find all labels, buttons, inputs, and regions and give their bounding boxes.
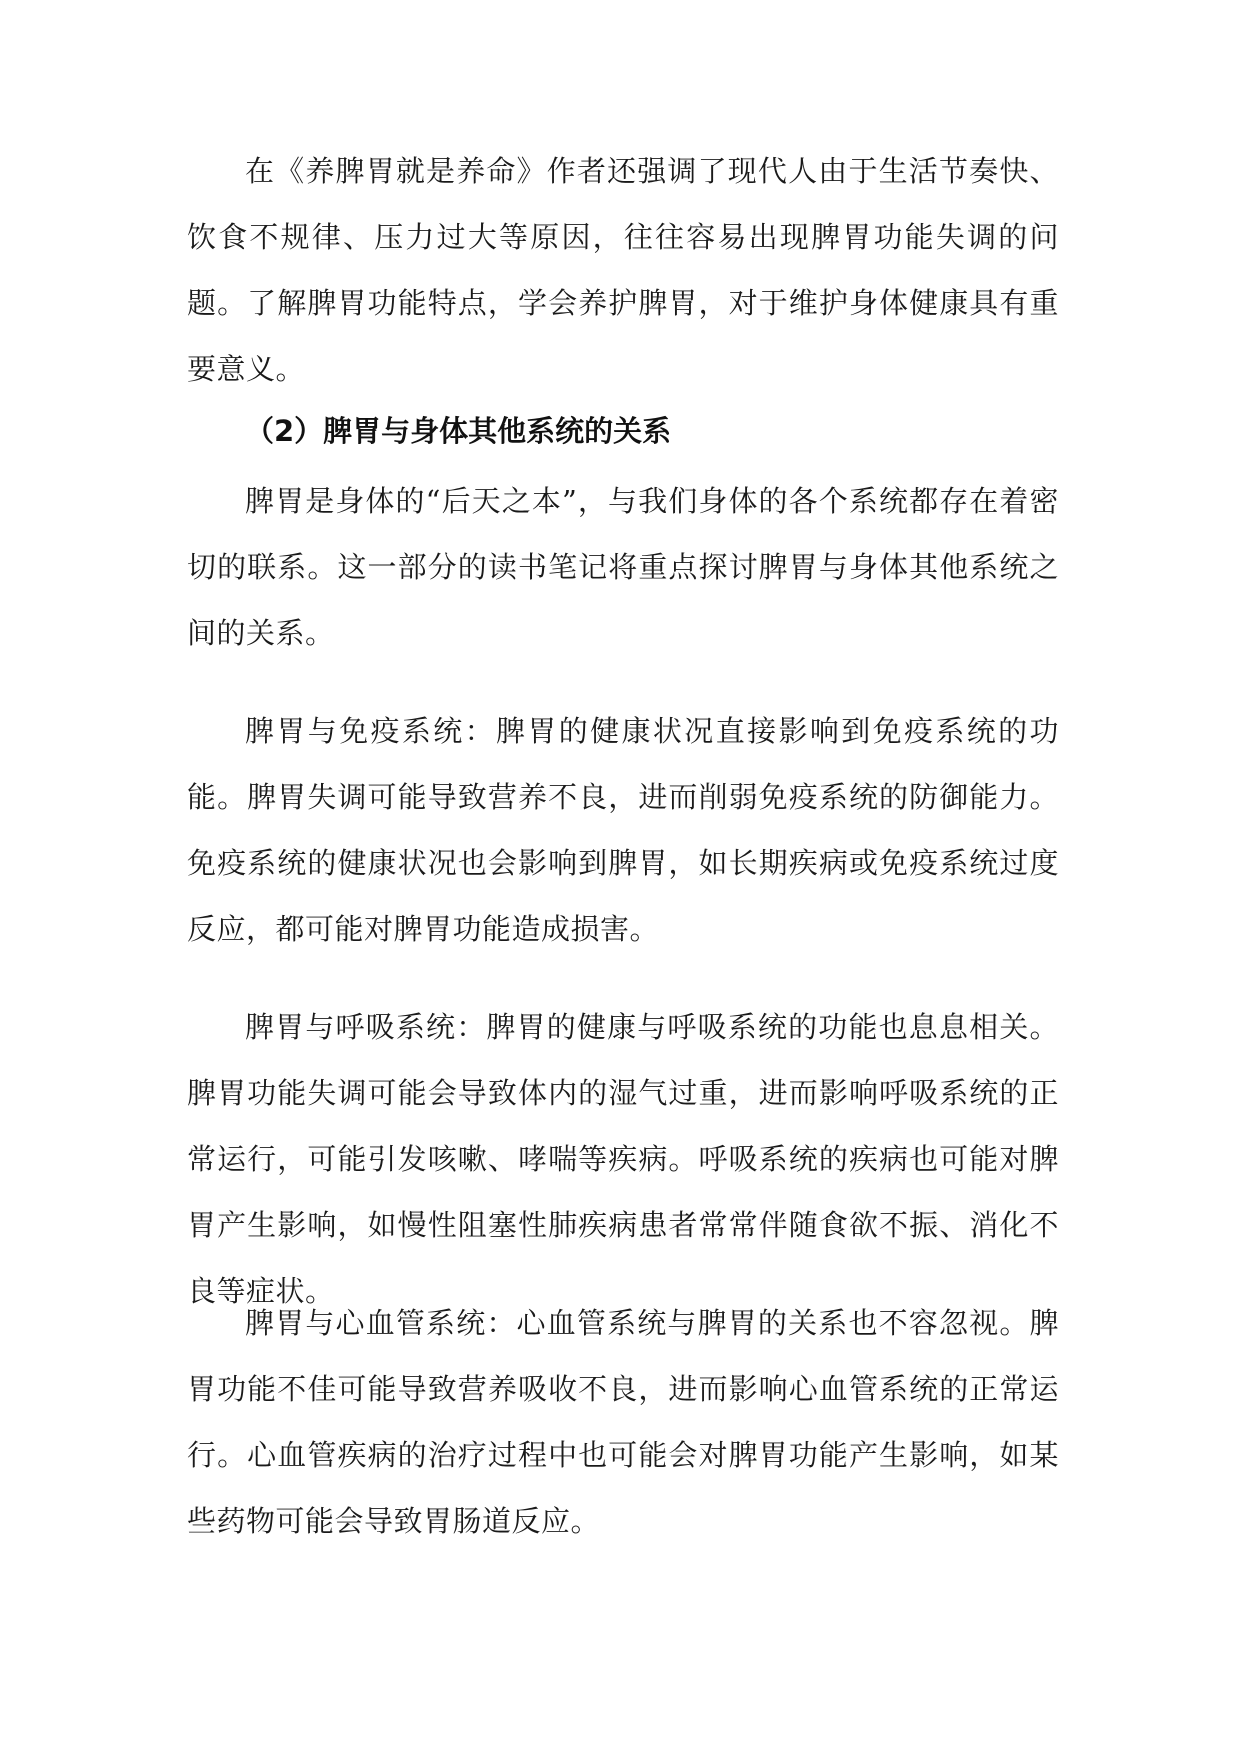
paragraph-overview <box>187 468 1059 666</box>
paragraph-immune-system <box>187 698 1059 962</box>
paragraph-cardio-text: 脾胃与心血管系统：心血管系统与脾胃的关系也不容忽视。脾胃功能不佳可能导致营养吸收不良，进而影响心血管系统的正常运行。心血管疾病的治疗过程中也可能会对脾胃功能产生影响，如某些药物可能会导致胃肠道反应。 <box>187 1306 1059 1538</box>
paragraph-respiratory-system <box>187 994 1059 1324</box>
paragraph-intro-text: 在《养脾胃就是养命》作者还强调了现代人由于生活节奏快、饮食不规律、压力过大等原因，往往容易出现脾胃功能失调的问题。了解脾胃功能特点，学会养护脾胃，对于维护身体健康具有重要意义。 <box>187 154 1059 386</box>
paragraph-intro <box>187 138 1059 402</box>
paragraph-overview-text: 脾胃是身体的“后天之本”，与我们身体的各个系统都存在着密切的联系。这一部分的读书笔记将重点探讨脾胃与身体其他系统之间的关系。 <box>187 484 1059 650</box>
section-heading: （2）脾胃与身体其他系统的关系 <box>245 414 672 448</box>
paragraph-respiratory-text: 脾胃与呼吸系统：脾胃的健康与呼吸系统的功能也息息相关。脾胃功能失调可能会导致体内的湿气过重，进而影响呼吸系统的正常运行，可能引发咳嗽、哮喘等疾病。呼吸系统的疾病也可能对脾胃产生影响，如慢性阻塞性肺疾病患者常常伴随食欲不振、消化不良等症状。 <box>187 1010 1059 1308</box>
paragraph-immune-text: 脾胃与免疫系统：脾胃的健康状况直接影响到免疫系统的功能。脾胃失调可能导致营养不良，进而削弱免疫系统的防御能力。免疫系统的健康状况也会影响到脾胃，如长期疾病或免疫系统过度反应，都可能对脾胃功能造成损害。 <box>187 714 1059 946</box>
paragraph-cardiovascular-system <box>187 1290 1059 1554</box>
